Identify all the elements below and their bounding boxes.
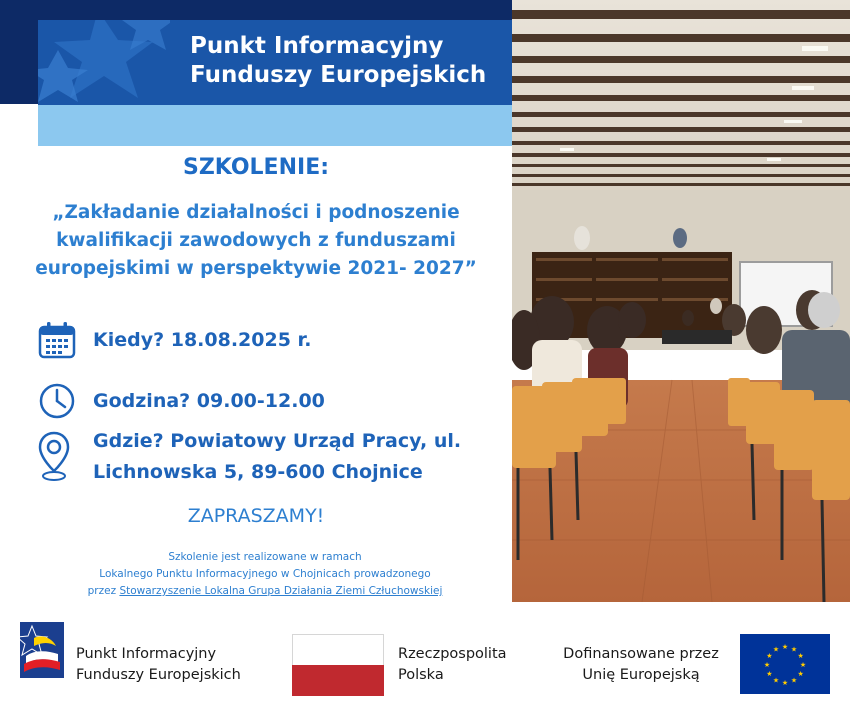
event-time: Godzina? 09.00-12.00 bbox=[93, 390, 325, 412]
footer-rp-line2: Polska bbox=[398, 667, 444, 683]
event-title-line2: kwalifikacji zawodowych z funduszami bbox=[56, 230, 456, 251]
conference-room-photo bbox=[512, 0, 850, 602]
footer-logos bbox=[0, 602, 850, 713]
svg-text:★: ★ bbox=[790, 676, 798, 685]
event-date: Kiedy? 18.08.2025 r. bbox=[93, 329, 312, 351]
svg-text:★: ★ bbox=[772, 645, 780, 654]
invite-text: ZAPRASZAMY! bbox=[187, 505, 325, 527]
footer-pife-text bbox=[76, 644, 241, 686]
organizer-link[interactable]: Stowarzyszenie Lokalna Grupa Działania Ziemi Człuchowskiej bbox=[119, 585, 443, 597]
note-line2: Lokalnego Punktu Informacyjnego w Chojnicach prowadzonego bbox=[99, 568, 431, 580]
event-location-line1: Gdzie? Powiatowy Urząd Pracy, ul. bbox=[93, 430, 462, 452]
footer-rp-text bbox=[398, 644, 507, 686]
note-line3 bbox=[0, 583, 530, 600]
footer-eu-line1: Dofinansowane przez bbox=[563, 646, 719, 662]
footer-pife-line1: Punkt Informacyjny bbox=[76, 646, 217, 662]
svg-text:★: ★ bbox=[772, 676, 780, 685]
note-line3-prefix: przez bbox=[87, 585, 120, 597]
event-location-line2: Lichnowska 5, 89-600 Chojnice bbox=[93, 461, 423, 483]
fe-logo-icon bbox=[20, 622, 64, 683]
svg-text:★: ★ bbox=[797, 652, 804, 660]
event-title-line3: europejskimi w perspektywie 2021- 2027” bbox=[35, 258, 477, 279]
event-location bbox=[93, 426, 461, 488]
stars-pattern-icon bbox=[38, 20, 170, 105]
svg-text:★: ★ bbox=[781, 679, 789, 687]
event-title bbox=[0, 199, 512, 283]
organizer-note bbox=[0, 549, 530, 600]
header-title bbox=[190, 32, 486, 90]
event-title-line1: „Zakładanie działalności i podnoszenie bbox=[52, 202, 460, 223]
clock-icon bbox=[38, 382, 76, 425]
svg-text:★: ★ bbox=[797, 670, 804, 678]
svg-text:★: ★ bbox=[781, 643, 789, 651]
footer-eu-text bbox=[556, 644, 726, 686]
eu-flag-icon bbox=[740, 634, 830, 699]
footer-rp-line1: Rzeczpospolita bbox=[398, 646, 507, 662]
svg-text:★: ★ bbox=[763, 661, 771, 669]
footer-pife-line2: Funduszy Europejskich bbox=[76, 667, 241, 683]
polish-flag-icon bbox=[292, 634, 384, 701]
svg-text:★: ★ bbox=[766, 670, 773, 678]
header-title-line2: Funduszy Europejskich bbox=[190, 62, 487, 88]
event-label: SZKOLENIE: bbox=[182, 155, 330, 180]
svg-text:★: ★ bbox=[799, 661, 807, 669]
svg-text:★: ★ bbox=[766, 652, 773, 660]
header-title-line1: Punkt Informacyjny bbox=[190, 33, 444, 59]
calendar-icon bbox=[38, 321, 76, 364]
footer-eu-line2: Unię Europejską bbox=[582, 667, 700, 683]
map-pin-icon bbox=[38, 431, 70, 488]
note-line1: Szkolenie jest realizowane w ramach bbox=[168, 551, 362, 563]
svg-text:★: ★ bbox=[790, 645, 798, 654]
